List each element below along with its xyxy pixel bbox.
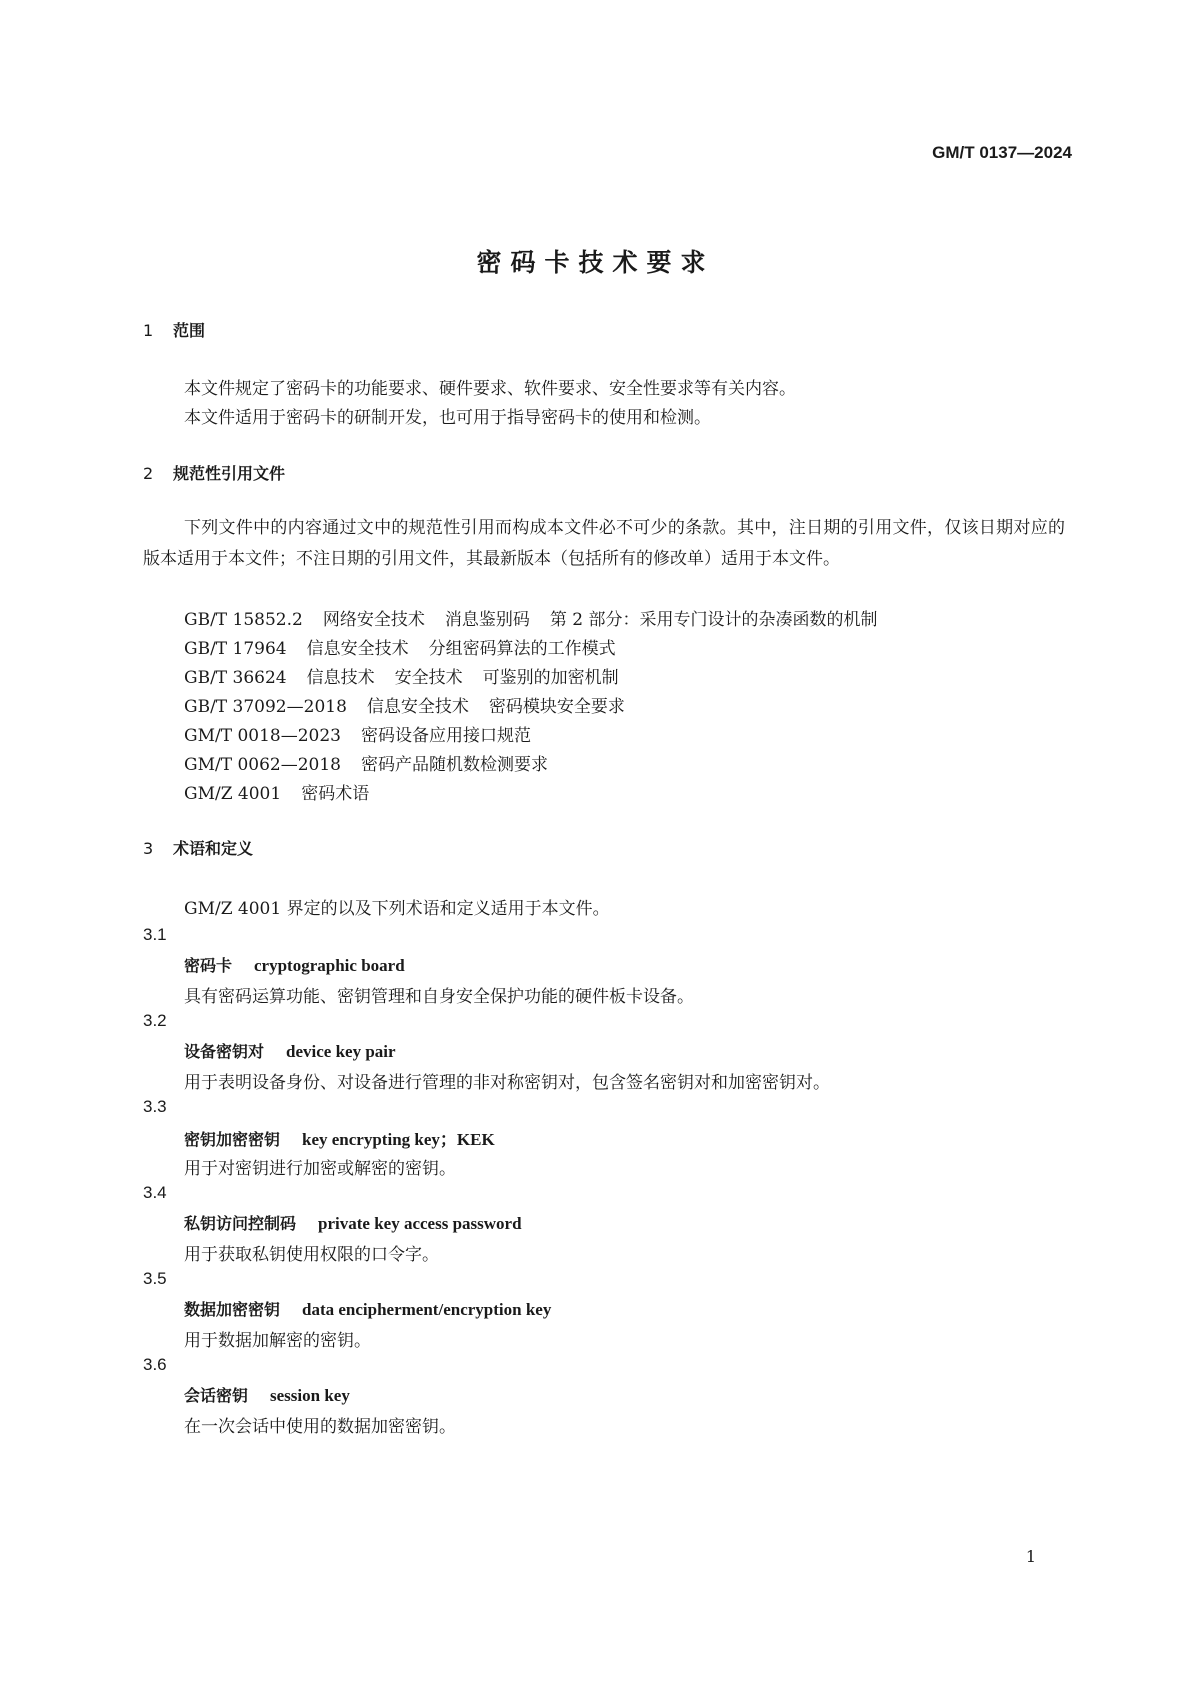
reference-item	[184, 750, 548, 775]
section-title: 术语和定义	[173, 839, 254, 858]
reference-title: 密码产品随机数检测要求	[360, 755, 548, 775]
reference-title: 消息鉴别码	[444, 610, 530, 630]
reference-item	[184, 605, 877, 630]
reference-item	[184, 779, 369, 804]
term-english: data encipherment/encryption key	[302, 1300, 552, 1319]
reference-code: GB/T 15852.2	[184, 610, 303, 630]
section-1-heading	[143, 318, 205, 341]
term-heading	[184, 1039, 396, 1062]
reference-item	[184, 692, 625, 717]
term-definition: 用于对密钥进行加密或解密的密钥。	[184, 1159, 456, 1179]
reference-item	[184, 663, 619, 688]
term-definition: 用于获取私钥使用权限的口令字。	[184, 1245, 439, 1265]
term-definition: 具有密码运算功能、密钥管理和自身安全保护功能的硬件板卡设备。	[184, 987, 694, 1007]
term-english: device key pair	[286, 1042, 396, 1061]
reference-title: 分组密码算法的工作模式	[428, 639, 616, 659]
term-number: 3.6	[143, 1355, 167, 1374]
term-definition: 在一次会话中使用的数据加密密钥。	[184, 1417, 456, 1437]
terms-intro: GM/Z 4001 界定的以及下列术语和定义适用于本文件。	[184, 899, 610, 919]
term-english: key encrypting key；KEK	[302, 1130, 495, 1149]
term-number: 3.5	[143, 1269, 167, 1288]
section-number: 2	[143, 464, 154, 483]
term-english: private key access password	[318, 1214, 522, 1233]
term-definition: 用于数据加解密的密钥。	[184, 1331, 371, 1351]
reference-title: 信息安全技术	[366, 697, 469, 717]
term-definition: 用于表明设备身份、对设备进行管理的非对称密钥对，包含签名密钥对和加密密钥对。	[184, 1073, 830, 1093]
term-heading	[184, 1125, 495, 1150]
normative-references-intro: 下列文件中的内容通过文中的规范性引用而构成本文件必不可少的条款。其中，注日期的引用文件，仅该日期对应的版本适用于本文件；不注日期的引用文件，其最新版本（包括所有的修改单）适用于本文件。	[143, 518, 1065, 569]
reference-code: GM/Z 4001	[184, 784, 282, 804]
term-chinese: 密码卡	[184, 956, 233, 975]
term-english: session key	[270, 1386, 350, 1405]
section-title: 范围	[173, 321, 206, 340]
reference-code: GM/T 0018—2023	[184, 726, 341, 746]
term-heading	[184, 953, 405, 976]
term-heading	[184, 1383, 350, 1406]
reference-title: 密码术语	[301, 784, 370, 804]
term-chinese: 设备密钥对	[184, 1042, 265, 1061]
section-number: 1	[143, 321, 154, 340]
reference-title: 信息技术	[306, 668, 375, 688]
reference-code: GB/T 37092—2018	[184, 697, 347, 717]
term-number: 3.4	[143, 1183, 167, 1202]
section-3-heading	[143, 836, 253, 859]
term-heading	[184, 1211, 522, 1234]
term-number: 3.3	[143, 1097, 167, 1116]
page-number: 1	[1025, 1547, 1036, 1566]
term-chinese: 密钥加密密钥	[184, 1130, 281, 1149]
term-chinese: 私钥访问控制码	[184, 1214, 297, 1233]
reference-title: 密码设备应用接口规范	[360, 726, 531, 746]
reference-title: 密码模块安全要求	[488, 697, 625, 717]
term-heading	[184, 1297, 551, 1320]
reference-code: GB/T 17964	[184, 639, 287, 659]
reference-title: 信息安全技术	[306, 639, 409, 659]
reference-title: 网络安全技术	[322, 610, 425, 630]
term-chinese: 会话密钥	[184, 1386, 249, 1405]
reference-title: 安全技术	[394, 668, 463, 688]
reference-code: GM/T 0062—2018	[184, 755, 341, 775]
term-english: cryptographic board	[254, 956, 405, 975]
reference-item	[184, 634, 616, 659]
reference-title: 第 2 部分：采用专门设计的杂凑函数的机制	[549, 610, 878, 630]
term-number: 3.1	[143, 925, 167, 944]
reference-title: 可鉴别的加密机制	[482, 668, 619, 688]
reference-item	[184, 721, 531, 746]
document-title: 密码卡技术要求	[476, 248, 715, 277]
section-title: 规范性引用文件	[173, 464, 286, 483]
scope-paragraph-2: 本文件适用于密码卡的研制开发，也可用于指导密码卡的使用和检测。	[184, 408, 711, 428]
section-number: 3	[143, 839, 154, 858]
document-code: GM/T 0137—2024	[932, 143, 1072, 162]
section-2-heading	[143, 461, 285, 484]
term-number: 3.2	[143, 1011, 167, 1030]
scope-paragraph-1: 本文件规定了密码卡的功能要求、硬件要求、软件要求、安全性要求等有关内容。	[184, 379, 796, 399]
reference-code: GB/T 36624	[184, 668, 287, 688]
term-chinese: 数据加密密钥	[184, 1300, 281, 1319]
